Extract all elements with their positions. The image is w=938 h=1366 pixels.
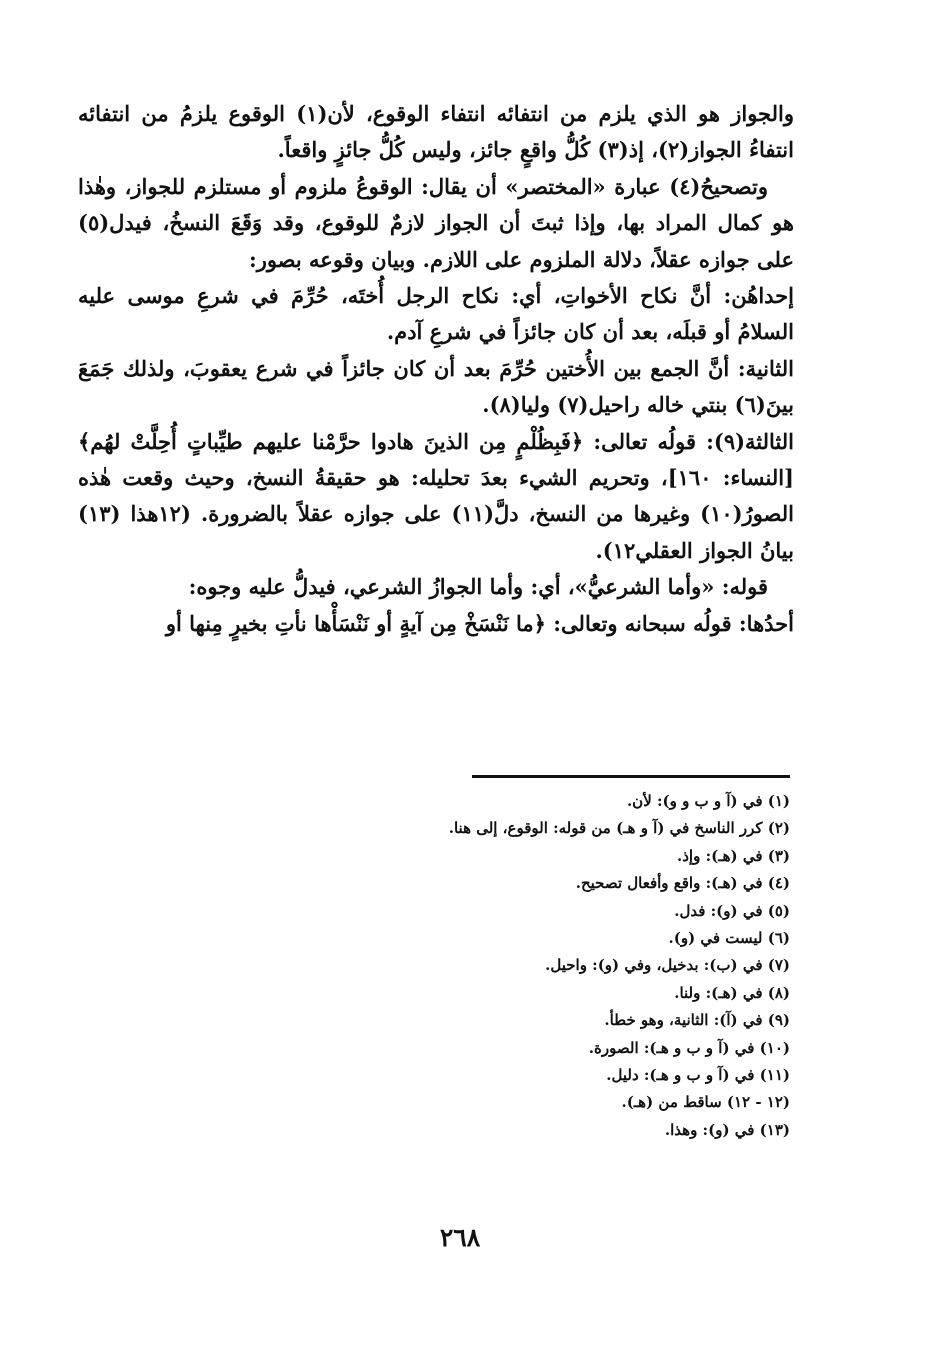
footnote-7: (٧) في (ب): بدخيل، وفي (و): واحيل. [545,956,790,975]
footnote-2: (٢) كرر الناسخ في (آ و هـ) من قوله: الوقوع، إلى هنا. [448,819,790,838]
footnote-11: (١١) في (آ و ب و هـ): دليل. [606,1066,790,1085]
footnote-6: (٦) ليست في (و). [668,929,790,948]
footnote-divider [472,775,790,778]
footnote-13: (١٣) في (و): وهذا. [664,1120,790,1139]
footnote-4: (٤) في (هـ): واقع وأفعال تصحيح. [575,874,790,893]
paragraph-7: أحدُها: قولُه سبحانه وتعالى: ﴿ما نَنْسَخْ مِن آيةٍ أو نَنْسَأْها نأتِ بخيرٍ مِنها أو [165,610,794,636]
paragraph-5: الثالثة(٩): قولُه تعالى: ﴿فَبِظُلْمٍ مِن الذينَ هادوا حرَّمْنا عليهم طيِّباتٍ أُحِلَّتْ لهُم﴾[النساء: ١٦٠]، وتحريم الشيء بعدَ تحليله: هو حقيقةُ النسخ، وحيث وقعت هٰذه الصورُ(١٠) وغيرها من النسخ، دلَّ(١١) على جوازه عقلاً بالضرورة. (١٢هذا (١٣) بيانُ الجواز العقلي١٢). [78,428,794,563]
paragraph-3: إحداهُن: أنَّ نكاح الأخواتِ، أي: نكاح الرجل أُختَه، حُرِّمَ في شرعِ موسى عليه السلامُ أو قبلَه، بعد أن كان جائزاً في شرعِ آدم. [78,283,794,345]
paragraph-2: وتصحيحُ(٤) عبارة «المختصر» أن يقال: الوقوعُ ملزوم أو مستلزم للجواز، وهٰذا هو كمال المراد بها، وإذا ثبتَ أن الجواز لازمٌ للوقوع، وقد وَقَعَ النسخُ، فيدل(٥) على جوازه عقلاً، دلالة الملزوم على اللازم. وبيان وقوعه بصور: [78,173,794,272]
footnote-9: (٩) في (آ): الثانية، وهو خطأ. [604,1011,790,1030]
paragraph-4: الثانية: أنَّ الجمع بين الأُختين حُرِّمَ بعد أن كان جائزاً في شرع يعقوبَ، ولذلك جَمَعَ بينَ(٦) بنتي خاله راحيل(٧) وليا(٨). [78,355,794,418]
footnote-3: (٣) في (هـ): وإذ. [677,846,790,865]
paragraph-6: قوله: «وأما الشرعيُّ»، أي: وأما الجوازُ الشرعي، فيدلُّ عليه وجوه: [188,574,768,600]
footnote-12: (١٢ - ١٢) ساقط من (هـ). [621,1093,790,1112]
footnote-10: (١٠) في (آ و ب و هـ): الصورة. [588,1038,790,1057]
paragraph-1: والجواز هو الذي يلزم من انتفائه انتفاء الوقوع، لأن(١) الوقوع يلزمُ من انتفائه انتفاءُ الجواز(٢)، إذ(٣) كُلُّ واقعٍ جائز، وليس كُلُّ جائزٍ واقعاً. [78,101,794,163]
page-number: ٢٦٨ [439,1223,481,1252]
footnote-8: (٨) في (هـ): ولنا. [674,983,790,1002]
footnote-1: (١) في (آ و ب و و): لأن. [626,792,790,810]
footnote-5: (٥) في (و): فدل. [674,901,790,920]
footnotes [380,788,790,1144]
main-text [78,96,794,642]
